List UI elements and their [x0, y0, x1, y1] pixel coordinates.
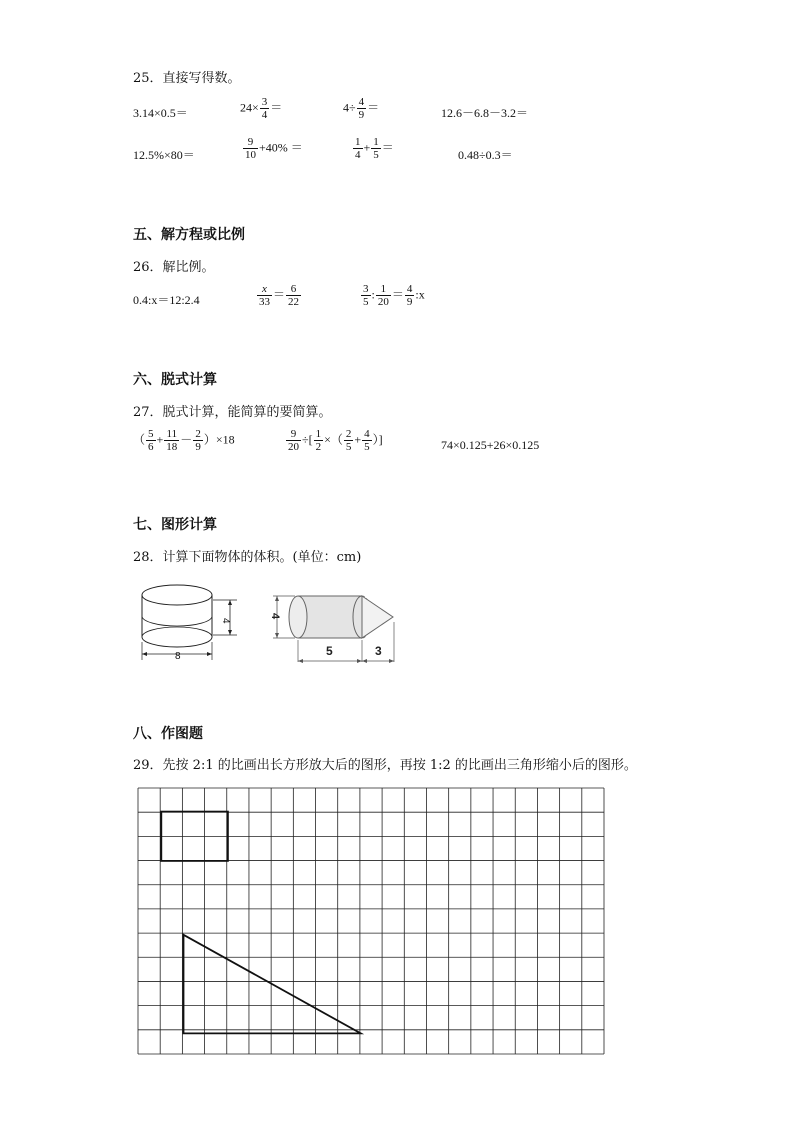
q25-expr-2: 24× $\frac{3}{4}$ ＝ — [240, 96, 283, 121]
q26-expr-1: 0.4:x＝12:2.4 — [133, 293, 200, 307]
q27-expr-2: $\frac{9}{20}$ ÷[ $\frac{1}{2}$ ×（ $\frac{2}{5}$ + $\frac{4}{5}$ ）] — [288, 428, 383, 453]
section-7-heading: 七、图形计算 — [133, 517, 217, 533]
cylinder-figure — [135, 580, 245, 665]
q26-expr-2: $\frac{x}{33}$ ＝ $\frac{6}{22}$ — [259, 283, 300, 308]
q25-expr-8: 0.48÷0.3＝ — [458, 148, 513, 162]
q25-expr-3: 4÷ $\frac{4}{9}$ ＝ — [343, 96, 380, 121]
grid-triangle — [184, 935, 361, 1034]
drawing-grid[interactable] — [137, 787, 606, 1055]
section-6-heading: 六、脱式计算 — [133, 372, 217, 388]
cylinder-height-label: 4 — [220, 618, 231, 624]
q25-expr-6: $\frac{9}{10}$ +40% ＝ — [245, 136, 303, 161]
q25-expr-1: 3.14×0.5＝ — [133, 106, 188, 120]
q25-expr-4: 12.6－6.8－3.2＝ — [441, 106, 529, 120]
q25-title: 25．直接写得数。 — [133, 71, 241, 86]
combo-cylinder-length-label: 5 — [326, 644, 333, 658]
combo-diameter-label: 4 — [269, 613, 281, 620]
section-5-heading: 五、解方程或比例 — [133, 227, 245, 243]
q28-title: 28．计算下面物体的体积。(单位：cm) — [133, 550, 362, 565]
cylinder-cone-figure — [265, 588, 400, 664]
cylinder-diameter-label: 8 — [175, 651, 181, 662]
q27-title: 27．脱式计算，能简算的要简算。 — [133, 405, 332, 420]
grid-lines — [138, 788, 604, 1054]
q29-title: 29．先按 2:1 的比画出长方形放大后的图形，再按 1:2 的比画出三角形缩小后的图形。 — [133, 758, 637, 773]
q26-title: 26．解比例。 — [133, 260, 215, 275]
q26-expr-3: $\frac{3}{5}$ : $\frac{1}{20}$ ＝ $\frac{4}{9}$ :x — [363, 283, 425, 308]
section-8-heading: 八、作图题 — [133, 726, 203, 742]
q27-expr-3: 74×0.125+26×0.125 — [441, 438, 540, 452]
q27-expr-1: （ $\frac{5}{6}$ + $\frac{11}{18}$ － $\frac{2}{9}$ ）×18 — [133, 428, 235, 453]
q25-expr-5: 12.5%×80＝ — [133, 148, 195, 162]
combo-cone-length-label: 3 — [375, 644, 382, 658]
q25-expr-7: $\frac{1}{4}$ + $\frac{1}{5}$ ＝ — [355, 136, 394, 161]
